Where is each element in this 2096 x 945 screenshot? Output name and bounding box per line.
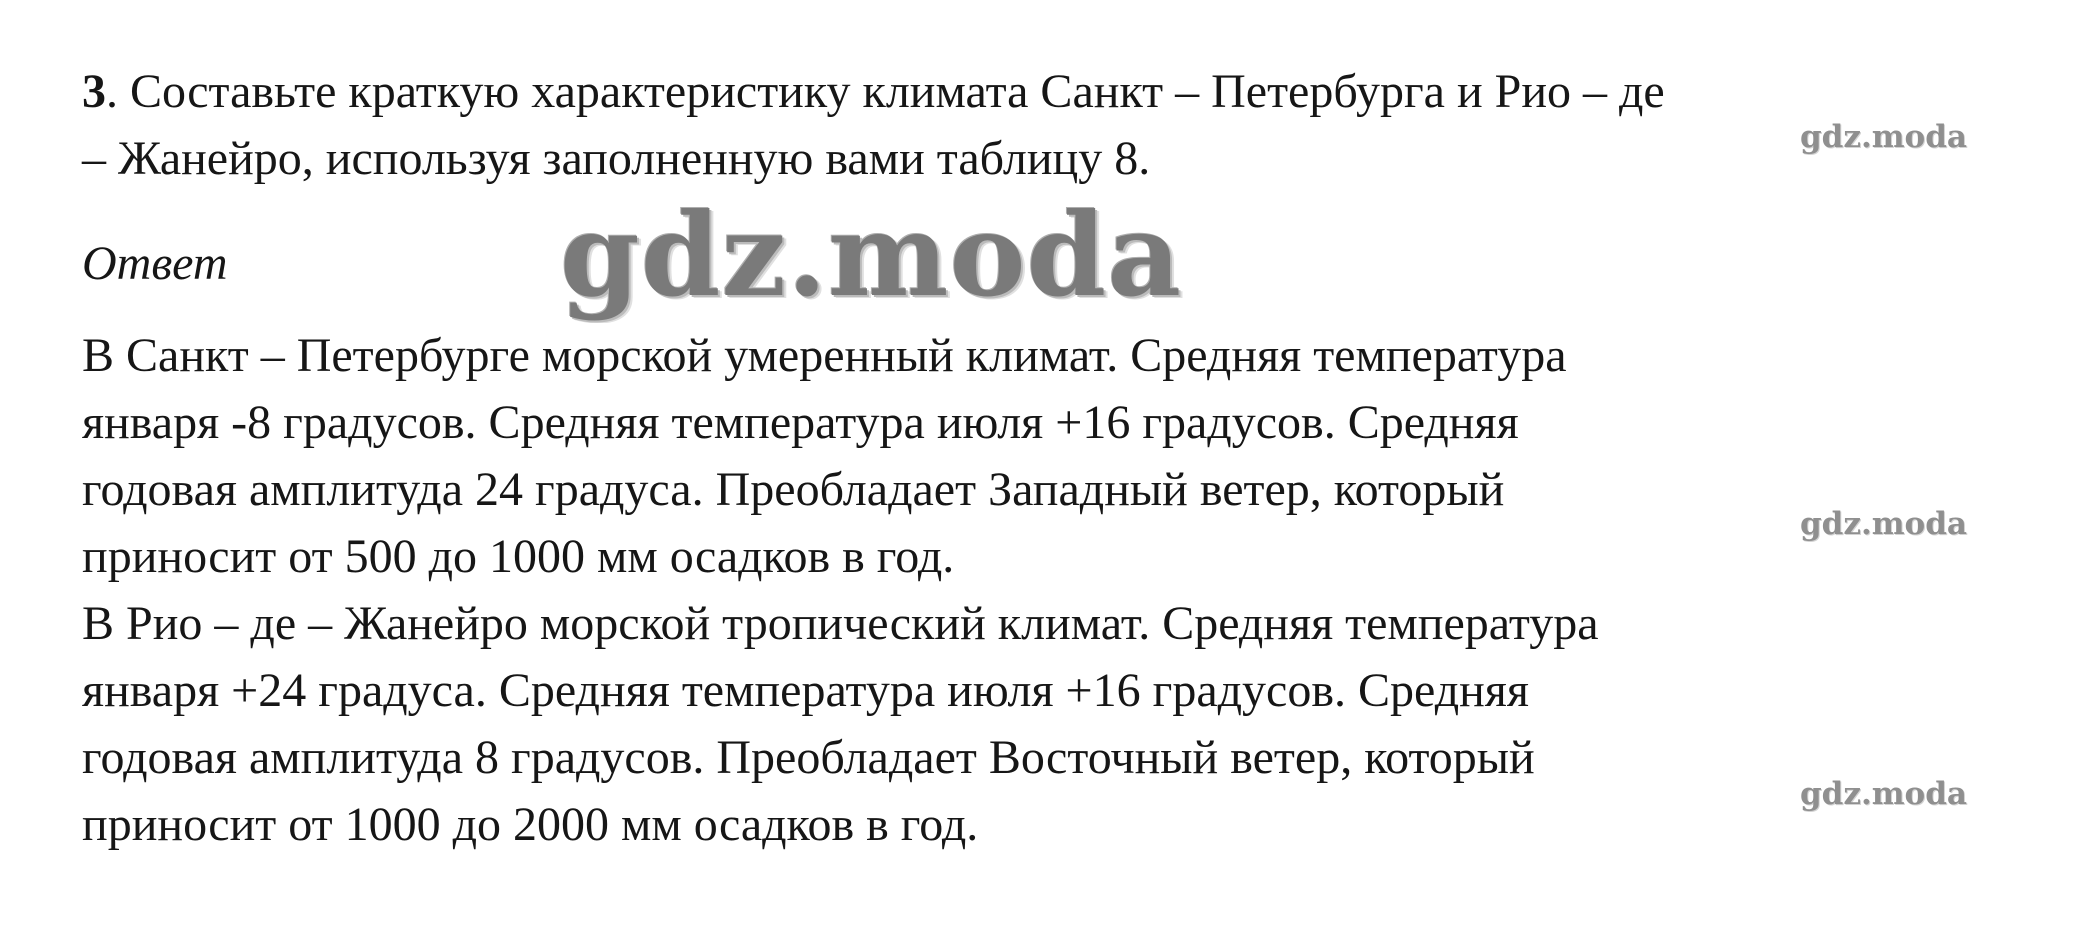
rio-paragraph — [82, 590, 2056, 858]
answer-block — [82, 322, 2056, 858]
question-text-line-2: – Жанейро, используя заполненную вами таблицу 8. — [82, 132, 1151, 185]
small-watermark-top: gdz.moda — [1800, 119, 1967, 155]
rio-line-1: В Рио – де – Жанейро морской тропический климат. Средняя температура — [82, 597, 1599, 650]
question-text-line-1: . Составьте краткую характеристику климата Санкт – Петербурга и Рио – де — [106, 65, 1665, 118]
saint-petersburg-line-1: В Санкт – Петербурге морской умеренный климат. Средняя температура — [82, 329, 1567, 382]
question-line-1 — [82, 58, 2056, 125]
large-watermark-logo: gdz.moda — [560, 188, 1183, 322]
saint-petersburg-paragraph — [82, 322, 2056, 590]
rio-line-3: годовая амплитуда 8 градусов. Преобладает Восточный ветер, который — [82, 731, 1535, 784]
saint-petersburg-line-4: приносит от 500 до 1000 мм осадков в год. — [82, 530, 955, 583]
question-number: 3 — [82, 65, 106, 118]
question-block — [82, 58, 2056, 192]
small-watermark-middle: gdz.moda — [1800, 506, 1967, 542]
saint-petersburg-line-2: января -8 градусов. Средняя температура июля +16 градусов. Средняя — [82, 396, 1519, 449]
small-watermark-bottom: gdz.moda — [1800, 776, 1967, 812]
answer-label: Ответ — [82, 237, 228, 290]
rio-line-2: января +24 градуса. Средняя температура июля +16 градусов. Средняя — [82, 664, 1529, 717]
saint-petersburg-line-3: годовая амплитуда 24 градуса. Преобладает Западный ветер, который — [82, 463, 1505, 516]
rio-line-4: приносит от 1000 до 2000 мм осадков в год. — [82, 798, 979, 851]
